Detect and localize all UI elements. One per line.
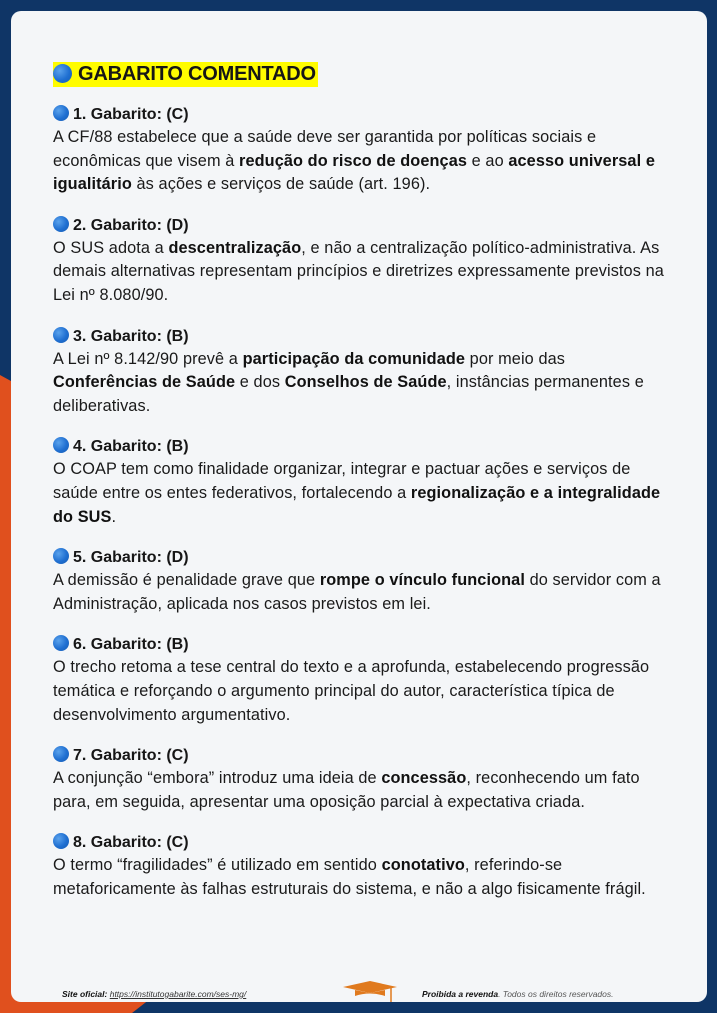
answer-list (53, 103, 673, 901)
answer-heading (53, 214, 673, 237)
answer-heading-text: 3. Gabarito: (B) (73, 327, 189, 345)
explanation-text: O termo “fragilidades” é utilizado em sentido (53, 856, 382, 875)
blue-circle-icon (53, 216, 69, 232)
answer-explanation (53, 348, 673, 419)
official-site (62, 989, 246, 999)
answer-heading-text: 6. Gabarito: (B) (73, 636, 189, 654)
emphasized-text: Conferências de Saúde (53, 373, 236, 392)
explanation-text: O COAP tem como finalidade organizar, integrar e pactuar ações e serviços de saúde entre os entes federativos, fortalecendo a (53, 460, 631, 502)
explanation-text: A Lei nº 8.142/90 prevê a (53, 349, 243, 368)
answer-heading-text: 4. Gabarito: (B) (73, 438, 189, 456)
explanation-text: , referindo-se metaforicamente às falhas estruturais do sistema, e não a algo fisicamente frágil. (53, 856, 646, 898)
answer-heading (53, 831, 673, 854)
emphasized-text: Conselhos de Saúde (284, 373, 447, 392)
explanation-text: A CF/88 estabelece que a saúde deve ser garantida por políticas sociais e econômicas que visem à (53, 128, 597, 170)
answer-heading (53, 633, 673, 656)
rights-bold: Proibida a revenda (422, 989, 499, 999)
answer-heading-text: 2. Gabarito: (D) (73, 216, 189, 234)
answer-explanation (53, 854, 673, 901)
page-title (53, 62, 318, 87)
explanation-text: às ações e serviços de saúde (art. 196). (131, 175, 431, 194)
answer-heading-text: 8. Gabarito: (C) (73, 834, 189, 852)
explanation-text: A demissão é penalidade grave que (53, 571, 320, 590)
blue-circle-icon (53, 833, 69, 849)
emphasized-text: rompe o vínculo funcional (319, 571, 525, 590)
answer-explanation (53, 569, 673, 616)
explanation-text: . (111, 507, 117, 526)
blue-circle-icon (53, 105, 69, 121)
answer-entry (53, 435, 673, 529)
explanation-text: , reconhecendo um fato para, em seguida, apresentar uma oposição parcial à expectativa criada. (53, 769, 640, 811)
explanation-text: A conjunção “embora” introduz uma ideia de (53, 769, 382, 788)
explanation-text: O trecho retoma a tese central do texto e a aprofunda, estabelecendo progressão temática e reforçando o argumento principal do autor, característica típica de desenvolvimento argumentativo. (53, 658, 650, 724)
explanation-text: e dos (235, 373, 285, 392)
answer-heading-text: 1. Gabarito: (C) (73, 106, 189, 123)
blue-circle-icon (53, 548, 69, 564)
explanation-text: por meio das (465, 349, 565, 368)
answer-explanation (53, 126, 673, 197)
rights-rest: . Todos os direitos reservados. (498, 989, 614, 999)
answer-heading (53, 546, 673, 569)
emphasized-text: descentralização (168, 238, 302, 257)
blue-circle-icon (53, 635, 69, 651)
emphasized-text: redução do risco de doenças (239, 151, 468, 170)
answer-key-content (53, 62, 673, 901)
blue-circle-icon (53, 746, 69, 762)
answer-entry (53, 546, 673, 616)
blue-circle-icon (53, 327, 69, 343)
answer-entry (53, 744, 673, 814)
explanation-text: O SUS adota a (53, 238, 169, 257)
site-link[interactable]: https://institutogabarite.com/ses-mg/ (109, 989, 247, 999)
answer-entry (53, 325, 673, 419)
explanation-text: , instâncias permanentes e deliberativas. (53, 373, 644, 415)
page-title-text: GABARITO COMENTADO (78, 63, 316, 85)
explanation-text: e ao (467, 151, 509, 170)
explanation-text: do servidor com a Administração, aplicada nos casos previstos em lei. (53, 571, 661, 613)
rights-notice (422, 989, 614, 999)
graduation-cap-icon (341, 978, 399, 1002)
answer-entry (53, 103, 673, 197)
answer-entry (53, 831, 673, 901)
blue-circle-icon (53, 437, 69, 453)
answer-heading (53, 325, 673, 348)
blue-circle-icon (53, 64, 72, 83)
answer-heading-text: 7. Gabarito: (C) (73, 747, 189, 765)
emphasized-text: concessão (381, 769, 467, 788)
answer-explanation (53, 458, 673, 529)
answer-entry (53, 214, 673, 308)
emphasized-text: regionalização e a integralidade do SUS (53, 483, 661, 526)
answer-heading (53, 744, 673, 767)
answer-entry (53, 633, 673, 727)
explanation-text: , e não a centralização político-administrativa. As demais alternativas representam princípios e diretrizes expressamente previstos na Lei nº 8.080/90. (53, 238, 664, 304)
emphasized-text: participação da comunidade (242, 349, 466, 368)
answer-heading (53, 103, 673, 126)
site-label: Site oficial: (62, 989, 108, 999)
answer-heading-text: 5. Gabarito: (D) (73, 549, 189, 567)
emphasized-text: conotativo (381, 856, 465, 875)
emphasized-text: acesso universal e igualitário (53, 151, 655, 194)
answer-heading (53, 435, 673, 458)
answer-explanation (53, 656, 673, 727)
answer-explanation (53, 237, 673, 308)
answer-explanation (53, 767, 673, 814)
